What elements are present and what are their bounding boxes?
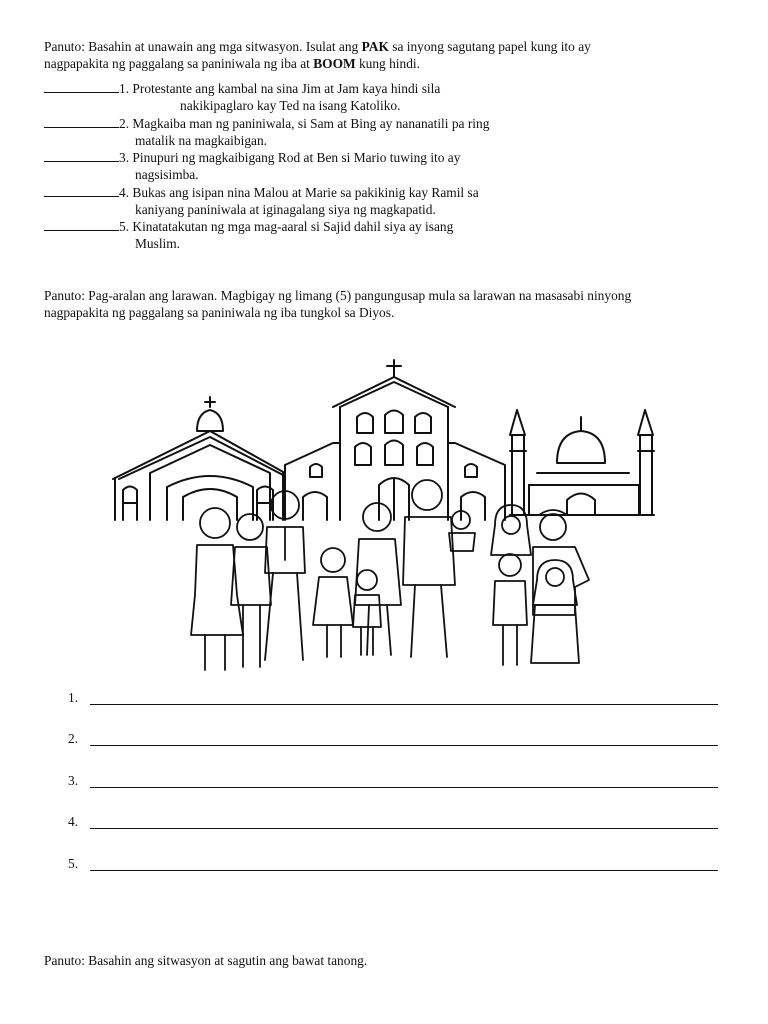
answer-blank[interactable] <box>44 80 119 93</box>
situation-item-2-cont: matalik na magkaibigan. <box>135 133 268 148</box>
situation-item-5-cont: Muslim. <box>135 236 181 251</box>
situation-item-5: 5. Kinatatakutan ng mga mag-aaral si Sajid dahil siya ay isang <box>44 218 453 235</box>
answer-line-4[interactable]: 4. <box>68 814 718 834</box>
situation-item-4-cont: kaniyang paniniwala at iginagalang siya ng magkapatid. <box>135 202 436 217</box>
situation-item-3-cont: nagsisimba. <box>135 167 199 182</box>
situation-item-1-cont: nakikipaglaro kay Ted na isang Katoliko. <box>180 98 401 113</box>
answer-line-1[interactable]: 1. <box>68 690 718 710</box>
answer-blank[interactable] <box>44 184 119 197</box>
answer-blank[interactable] <box>44 149 119 162</box>
situation-item-4: 4. Bukas ang isipan nina Malou at Marie sa pakikinig kay Ramil sa <box>44 184 479 201</box>
church-icon <box>113 397 285 520</box>
keyword-boom: BOOM <box>313 55 356 71</box>
section2-instruction: Panuto: Pag-aralan ang larawan. Magbigay ng limang (5) pangungusap mula sa larawan na masasabi ninyong nagpapakita ng paggalang sa paniniwala ng iba tungkol sa Diyos. <box>44 288 632 320</box>
answer-blank[interactable] <box>44 218 119 231</box>
answer-line-3[interactable]: 3. <box>68 773 718 793</box>
instruction-line-1: Panuto: Basahin at unawain ang mga sitwasyon. Isulat ang PAK sa inyong sagutang papel kung ito ay <box>44 39 591 54</box>
situation-item-3: 3. Pinupuri ng magkaibigang Rod at Ben si Mario tuwing ito ay <box>44 149 460 166</box>
answer-line-2[interactable]: 2. <box>68 731 718 751</box>
situation-item-1: 1. Protestante ang kambal na sina Jim at Jam kaya hindi sila <box>44 80 440 97</box>
instruction-line-2: nagpapakita ng paggalang sa paniniwala ng iba at BOOM kung hindi. <box>44 55 420 71</box>
answer-line-5[interactable]: 5. <box>68 856 718 876</box>
section1-instruction <box>44 39 591 72</box>
keyword-pak: PAK <box>361 39 389 54</box>
cathedral-icon <box>285 360 505 520</box>
answer-blank[interactable] <box>44 115 119 128</box>
mosque-icon <box>510 410 654 515</box>
religious-buildings-illustration <box>105 355 665 680</box>
situation-item-2: 2. Magkaiba man ng paniniwala, si Sam at Bing ay nananatili pa ring <box>44 115 489 132</box>
section3-instruction: Panuto: Basahin ang sitwasyon at sagutin ang bawat tanong. <box>44 953 368 968</box>
